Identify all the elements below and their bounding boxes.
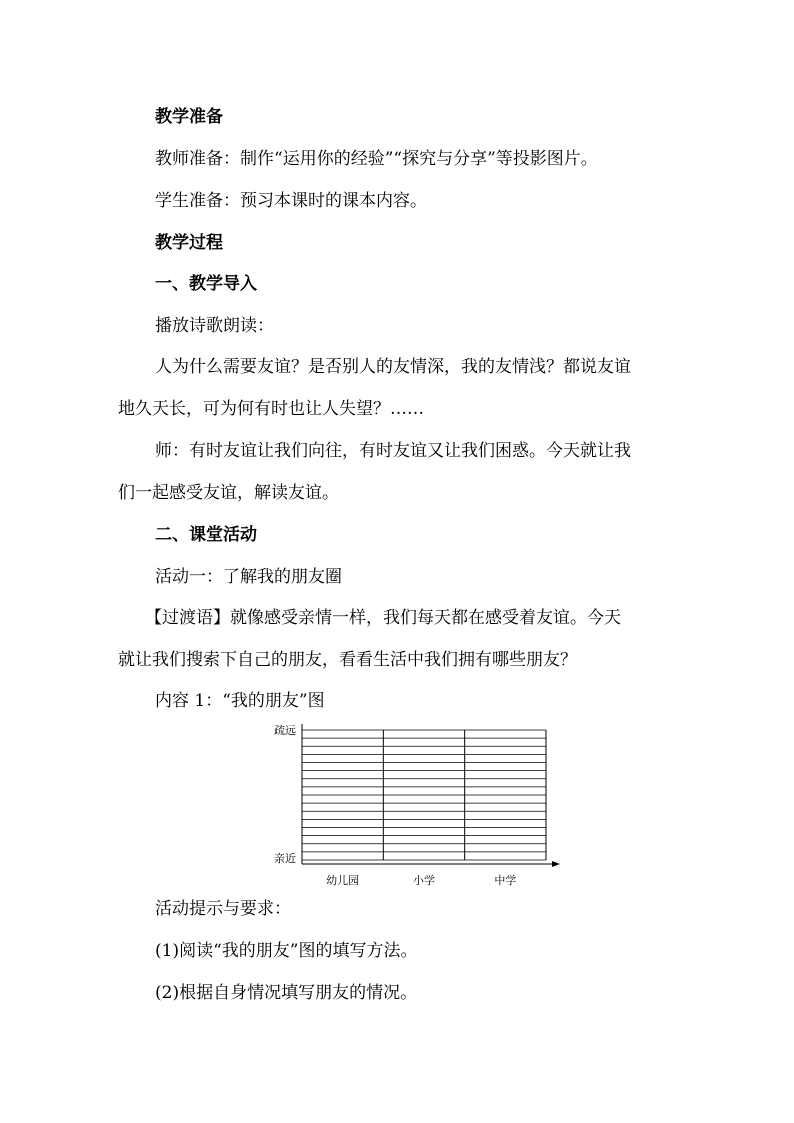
teacher-line-1: 师：有时友谊让我们向往，有时友谊又让我们困惑。今天就让我 (155, 441, 631, 461)
transition-line-1: 【过渡语】就像感受亲情一样，我们每天都在感受着友谊。今天 (145, 608, 621, 628)
section2-heading: 二、课堂活动 (155, 525, 257, 545)
transition-line-2: 就让我们搜索下自己的朋友，看看生活中我们拥有哪些朋友？ (118, 650, 577, 670)
y-bottom-label: 亲近 (274, 852, 296, 865)
content-1: 内容 1：“我的朋友”图 (155, 691, 325, 711)
column-label: 中学 (494, 874, 517, 887)
activity-1: 活动一：了解我的朋友圈 (155, 567, 342, 587)
poem-line-2: 地久天长，可为何有时也让人失望？…… (118, 399, 424, 419)
poem-intro: 播放诗歌朗读： (155, 316, 274, 336)
tips-heading: 活动提示与要求： (155, 899, 291, 919)
teacher-prep: 教师准备：制作“运用你的经验”“探究与分享”等投影图片。 (155, 149, 598, 169)
tip-2: (2)根据自身情况填写朋友的情况。 (155, 983, 418, 1003)
student-prep: 学生准备：预习本课时的课本内容。 (155, 191, 427, 211)
y-top-label: 疏远 (274, 724, 296, 737)
teacher-line-2: 们一起感受友谊，解读友谊。 (118, 483, 339, 503)
section1-heading: 一、教学导入 (155, 274, 257, 294)
poem-line-1: 人为什么需要友谊？是否别人的友情深，我的友情浅？都说友谊 (155, 357, 631, 377)
prep-heading: 教学准备 (155, 107, 223, 127)
tip-1: (1)阅读“我的朋友”图的填写方法。 (155, 941, 418, 961)
column-label: 小学 (413, 874, 435, 887)
column-label: 幼儿园 (326, 874, 360, 887)
process-heading: 教学过程 (155, 233, 223, 253)
x-axis-arrow (552, 861, 560, 867)
my-friends-chart (272, 718, 562, 890)
